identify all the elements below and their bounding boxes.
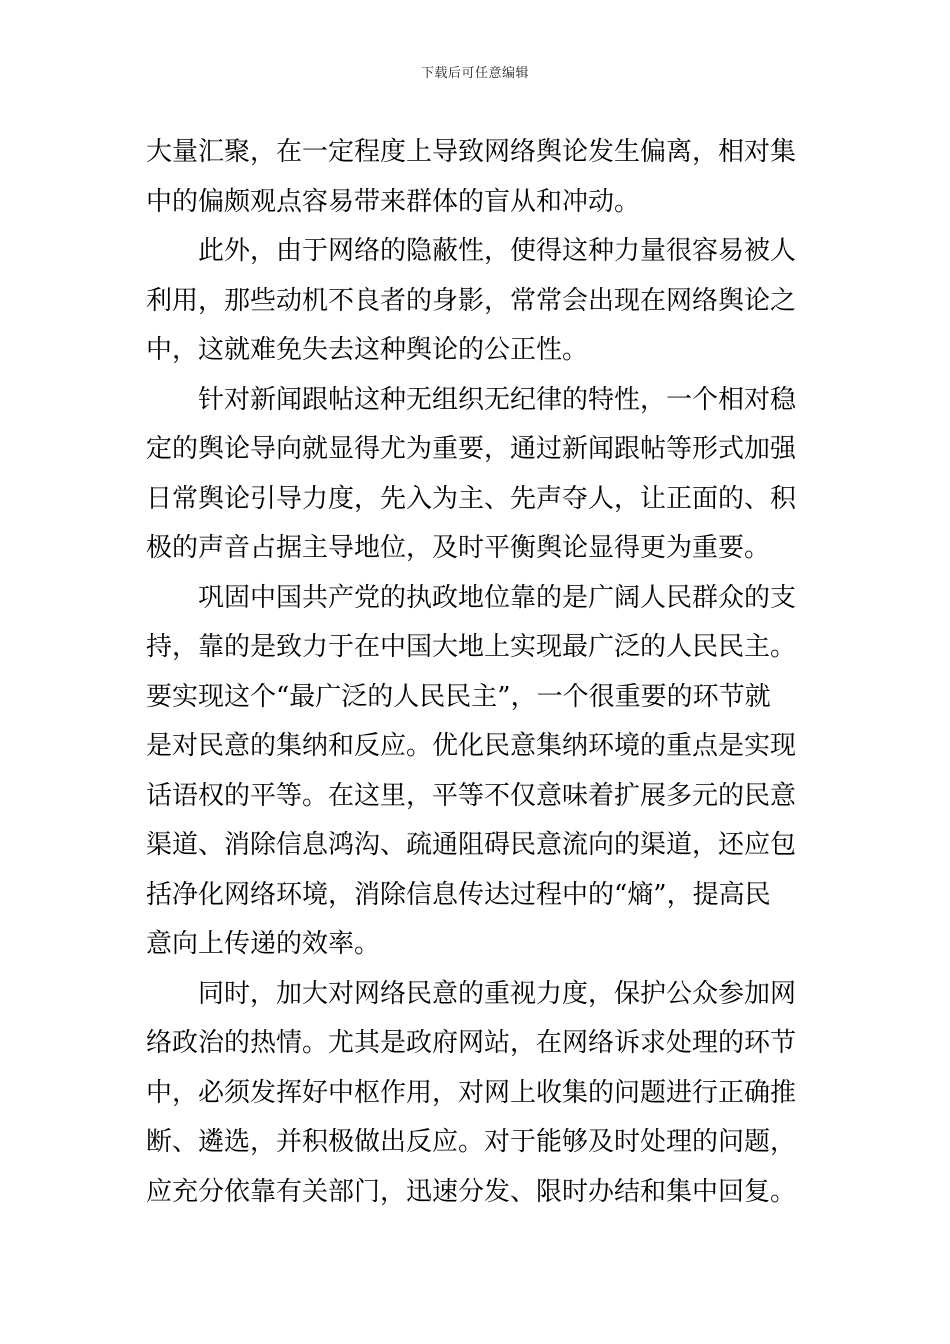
text-line: 中，这就难免失去这种舆论的公正性。 [146,335,589,365]
paragraph [146,970,806,1218]
paragraph [146,128,806,227]
text-line: 是对民意的集纳和反应。优化民意集纳环境的重点是实现 [146,731,797,761]
text-line: 针对新闻跟帖这种无组织无纪律的特性，一个相对稳 [198,384,797,415]
paragraph [146,574,806,970]
text-line: 持，靠的是致力于在中国大地上实现最广泛的人民民主。 [146,632,797,662]
document-body [146,128,806,1217]
text-line: 中的偏颇观点容易带来群体的盲从和冲动。 [146,186,641,217]
text-line: 利用，那些动机不良者的身影，常常会出现在网络舆论之 [146,285,797,316]
text-line: 应充分依靠有关部门，迅速分发、限时办结和集中回复。 [146,1176,797,1207]
text-line: 断、遴选，并积极做出反应。对于能够及时处理的问题， [146,1127,797,1157]
text-line: 中，必须发挥好中枢作用，对网上收集的问题进行正确推 [146,1077,797,1108]
paragraph [146,376,806,574]
page-header: 下载后可任意编辑 [420,66,529,81]
text-line: 极的声音占据主导地位，及时平衡舆论显得更为重要。 [146,533,771,563]
text-line: 意向上传递的效率。 [146,929,381,959]
text-line: 日常舆论引导力度，先入为主、先声夺人，让正面的、积 [146,483,797,514]
text-line: 要实现这个“最广泛的人民民主”，一个很重要的环节就 [146,681,771,712]
text-line: 巩固中国共产党的执政地位靠的是广阔人民群众的支 [198,582,797,613]
text-line: 定的舆论导向就显得尤为重要，通过新闻跟帖等形式加强 [146,434,797,464]
paragraph [146,227,806,376]
text-line: 同时，加大对网络民意的重视力度，保护公众参加网 [198,978,797,1009]
text-line: 括净化网络环境，消除信息传达过程中的“熵”，提高民 [146,879,771,910]
text-line: 络政治的热情。尤其是政府网站，在网络诉求处理的环节 [146,1028,797,1058]
text-line: 渠道、消除信息鸿沟、疏通阻碍民意流向的渠道，还应包 [146,830,797,860]
text-line: 话语权的平等。在这里，平等不仅意味着扩展多元的民意 [146,780,797,811]
text-line: 此外，由于网络的隐蔽性，使得这种力量很容易被人 [198,236,797,266]
text-line: 大量汇聚，在一定程度上导致网络舆论发生偏离，相对集 [146,137,797,167]
